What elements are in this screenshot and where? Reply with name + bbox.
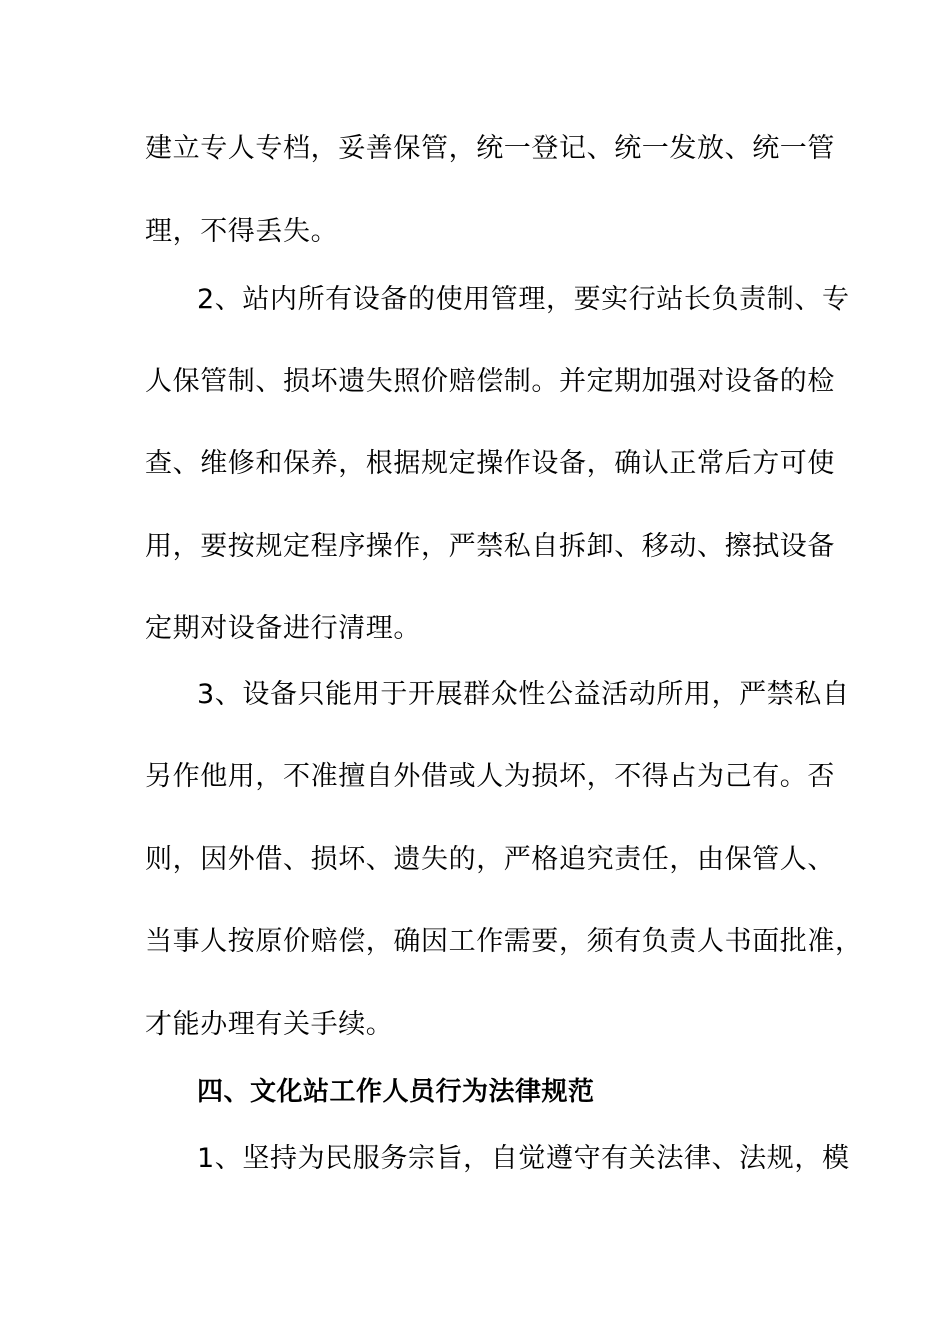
paragraph-line: 才能办理有关手续。 <box>145 1009 394 1040</box>
paragraph-line: 1、坚持为民服务宗旨，自觉遵守有关法律、法规，模 <box>197 1143 850 1174</box>
section-heading: 四、文化站工作人员行为法律规范 <box>197 1077 595 1107</box>
paragraph-line: 2、站内所有设备的使用管理，要实行站长负责制、专 <box>197 284 850 315</box>
paragraph-line: 3、设备只能用于开展群众性公益活动所用，严禁私自 <box>197 679 850 710</box>
paragraph-line: 理，不得丢失。 <box>145 216 339 247</box>
paragraph-line: 人保管制、损坏遗失照价赔偿制。并定期加强对设备的检 <box>145 366 835 397</box>
paragraph-line: 另作他用，不准擅自外借或人为损坏，不得占为己有。否 <box>145 761 835 792</box>
paragraph-line: 则，因外借、损坏、遗失的，严格追究责任，由保管人、 <box>145 844 835 875</box>
paragraph-line: 建立专人专档，妥善保管，统一登记、统一发放、统一管 <box>145 133 835 164</box>
paragraph-line: 查、维修和保养，根据规定操作设备，确认正常后方可使 <box>145 448 835 479</box>
paragraph-line: 当事人按原价赔偿，确因工作需要，须有负责人书面批准， <box>145 926 863 957</box>
paragraph-line: 定期对设备进行清理。 <box>145 613 421 644</box>
paragraph-line: 用，要按规定程序操作，严禁私自拆卸、移动、擦拭设备 <box>145 531 835 562</box>
